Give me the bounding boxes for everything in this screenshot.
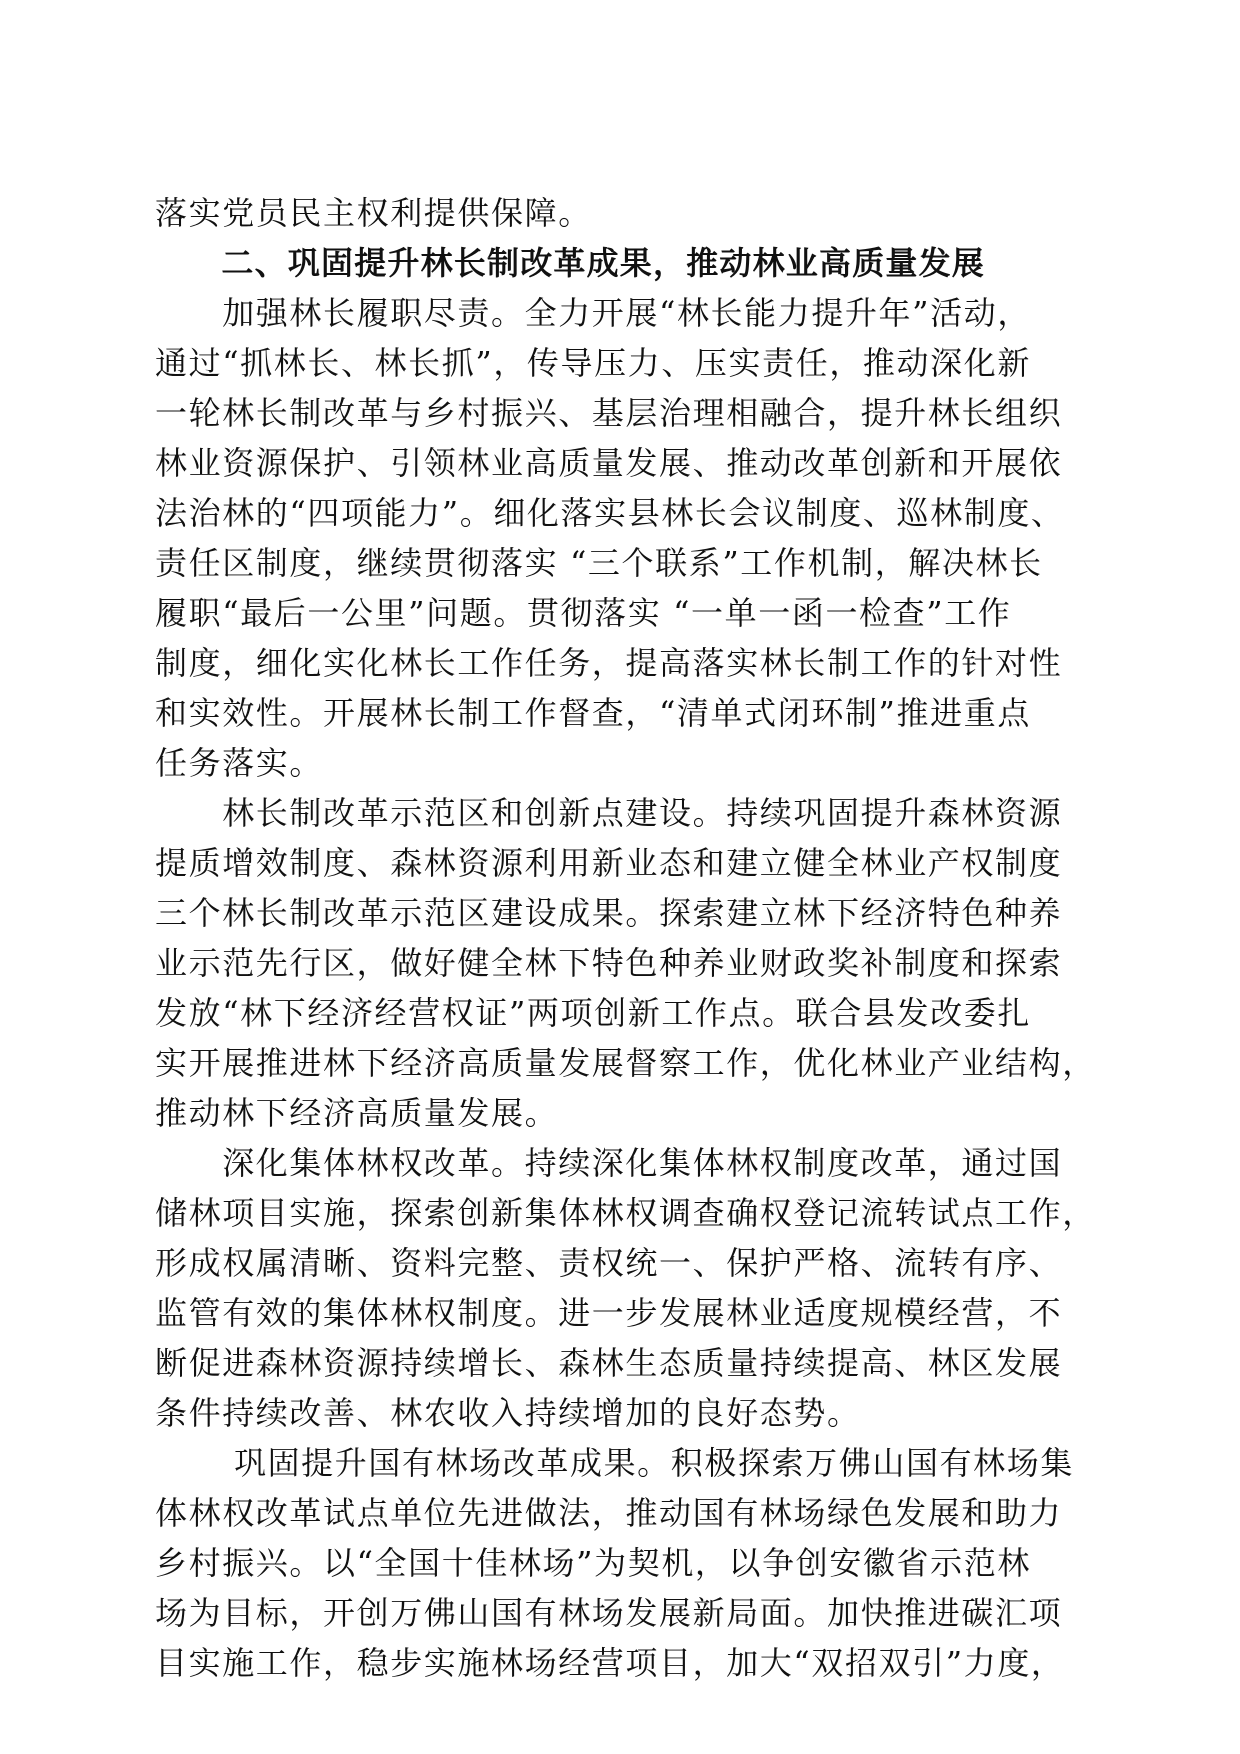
text-line: 巩固提升国有林场改革成果。积极探索万佛山国有林场集 [155,1444,1074,1482]
text-line: 责任区制度，继续贯彻落实 “三个联系”工作机制，解决林长 [155,544,1043,582]
text-line: 实开展推进林下经济高质量发展督察工作，优化林业产业结构， [155,1044,1096,1082]
section-heading: 二、巩固提升林长制改革成果，推动林业高质量发展 [155,244,986,282]
text-line: 制度，细化实化林长工作任务，提高落实林长制工作的针对性 [155,644,1063,682]
text-line: 断促进森林资源持续增长、森林生态质量持续提高、林区发展 [155,1344,1063,1382]
text-line: 深化集体林权改革。持续深化集体林权制度改革，通过国 [155,1144,1063,1182]
text-line: 业示范先行区，做好健全林下特色种养业财政奖补制度和探索 [155,944,1063,982]
text-line: 条件持续改善、林农收入持续增加的良好态势。 [155,1394,861,1432]
text-line: 加强林长履职尽责。全力开展“林长能力提升年”活动， [155,294,1031,332]
text-line: 发放“林下经济经营权证”两项创新工作点。联合县发改委扎 [155,994,1031,1032]
text-line: 场为目标，开创万佛山国有林场发展新局面。加快推进碳汇项 [155,1594,1063,1632]
text-line: 一轮林长制改革与乡村振兴、基层治理相融合，提升林长组织 [155,394,1063,432]
text-line: 三个林长制改革示范区建设成果。探索建立林下经济特色种养 [155,894,1063,932]
text-line: 履职“最后一公里”问题。贯彻落实 “一单一函一检查”工作 [155,594,1012,632]
text-line: 目实施工作，稳步实施林场经营项目，加大“双招双引”力度， [155,1644,1065,1682]
text-line: 落实党员民主权利提供保障。 [155,194,592,232]
text-line: 储林项目实施，探索创新集体林权调查确权登记流转试点工作， [155,1194,1096,1232]
text-line: 和实效性。开展林长制工作督查，“清单式闭环制”推进重点 [155,694,1031,732]
text-line: 通过“抓林长、林长抓”，传导压力、压实责任，推动深化新 [155,344,1031,382]
text-line: 形成权属清晰、资料完整、责权统一、保护严格、流转有序、 [155,1244,1063,1282]
document-body [155,188,1095,1688]
text-line: 监管有效的集体林权制度。进一步发展林业适度规模经营，不 [155,1294,1063,1332]
text-line: 法治林的“四项能力”。细化落实县林长会议制度、巡林制度、 [155,494,1065,532]
text-line: 推动林下经济高质量发展。 [155,1094,559,1132]
text-line: 林长制改革示范区和创新点建设。持续巩固提升森林资源 [155,794,1063,832]
text-line: 提质增效制度、森林资源利用新业态和建立健全林业产权制度 [155,844,1063,882]
text-line: 任务落实。 [155,744,324,782]
text-line: 乡村振兴。以“全国十佳林场”为契机，以争创安徽省示范林 [155,1544,1031,1582]
text-line: 林业资源保护、引领林业高质量发展、推动改革创新和开展依 [155,444,1063,482]
text-line: 体林权改革试点单位先进做法，推动国有林场绿色发展和助力 [155,1494,1063,1532]
